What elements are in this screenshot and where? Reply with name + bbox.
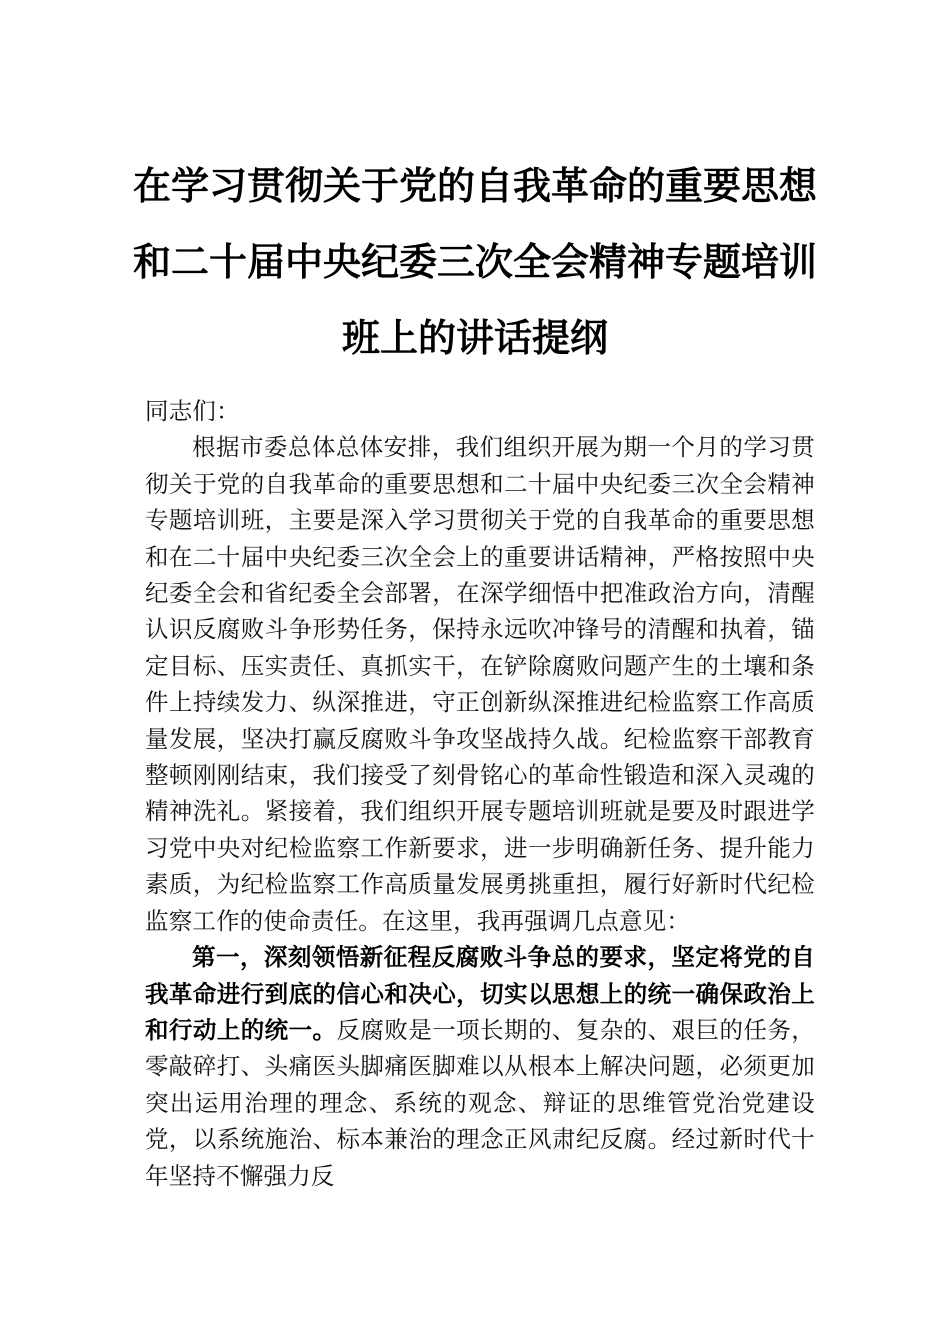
first-point-body: 反腐败是一项长期的、复杂的、艰巨的任务，零敲碎打、头痛医头脚痛医脚难以从根本上解决问题，必须更加突出运用治理的理念、系统的观念、辩证的思维管党治党建设党，以系统施治、标本兼治的理念正风肃纪反腐。经过新时代十年坚持不懈强力反 — [145, 1015, 815, 1190]
salutation: 同志们： — [145, 397, 240, 425]
title-line-2: 和二十届中央纪委三次全会精神专题培训 — [132, 240, 817, 284]
title-line-3: 班上的讲话提纲 — [341, 316, 608, 360]
document-body — [145, 393, 815, 1194]
paragraph-first-point — [145, 939, 815, 1194]
paragraph-intro: 根据市委总体总体安排，我们组织开展为期一个月的学习贯彻关于党的自我革命的重要思想和二十届中央纪委三次全会精神专题培训班，主要是深入学习贯彻关于党的自我革命的重要思想和在二十届中央纪委三次全会上的重要讲话精神，严格按照中央纪委全会和省纪委全会部署，在深学细悟中把准政治方向，清醒认识反腐败斗争形势任务，保持永远吹冲锋号的清醒和执着，锚定目标、压实责任、真抓实干，在铲除腐败问题产生的土壤和条件上持续发力、纵深推进，守正创新纵深推进纪检监察工作高质量发展，坚决打赢反腐败斗争攻坚战持久战。纪检监察干部教育整顿刚刚结束，我们接受了刻骨铭心的革命性锻造和深入灵魂的精神洗礼。紧接着，我们组织开展专题培训班就是要及时跟进学习党中央对纪检监察工作新要求，进一步明确新任务、提升能力素质，为纪检监察工作高质量发展勇挑重担，履行好新时代纪检监察工作的使命责任。在这里，我再强调几点意见： — [145, 433, 815, 935]
first-point-heading: 第一，深刻领悟新征程反腐败斗争总的要求，坚定将党的自我革命进行到底的信心和决心，切实以思想上的统一确保政治上和行动上的统一。 — [145, 943, 815, 1044]
document-title — [100, 148, 850, 376]
title-line-1: 在学习贯彻关于党的自我革命的重要思想 — [132, 164, 817, 208]
